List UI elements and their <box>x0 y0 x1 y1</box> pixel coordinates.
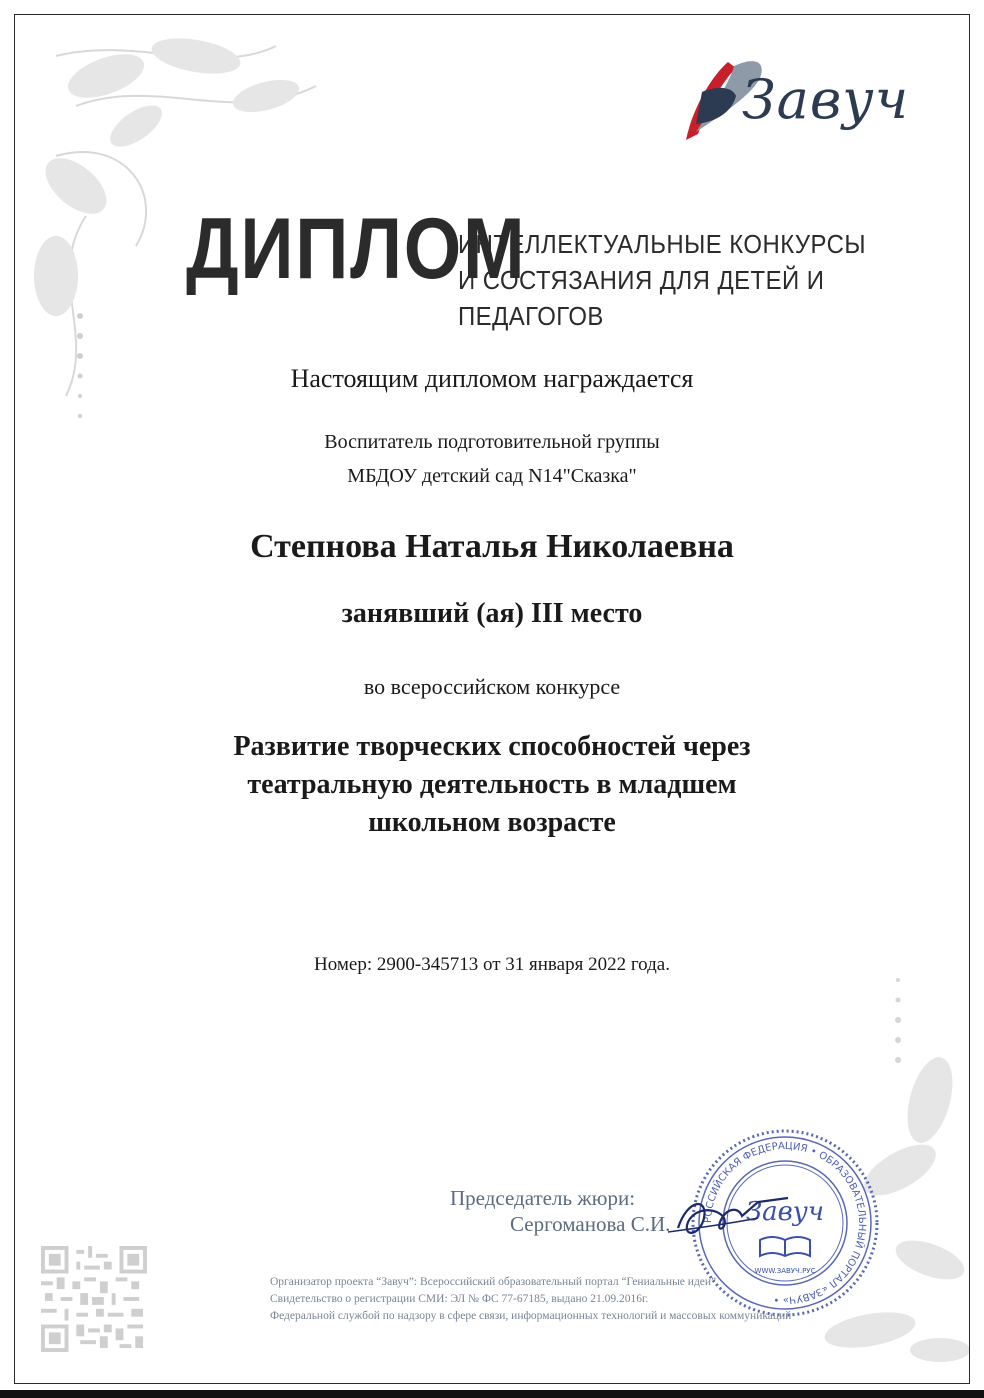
footer-line-1: Организатор проекта “Завуч”: Всероссийский образовательный портал “Гениальные идеи” <box>270 1276 717 1288</box>
seal-bottom-text: WWW.ЗАВУЧ.РУС <box>754 1267 816 1275</box>
contest-title <box>0 728 984 842</box>
jury-title: Председатель жюри: <box>450 1186 636 1210</box>
award-place: занявший (ая) III место <box>341 598 643 629</box>
contest-title-line-2: театральную деятельность в младшем <box>247 769 737 800</box>
subtitle-line-1: ИНТЕЛЛЕКТУАЛЬНЫЕ КОНКУРСЫ <box>458 229 867 259</box>
diploma-subtitle <box>458 226 942 334</box>
jury-signature <box>668 1188 838 1248</box>
diploma-number: Номер: 2900-345713 от 31 января 2022 года. <box>314 954 670 975</box>
award-intro: Настоящим дипломом награждается <box>290 364 694 393</box>
position-line-1: Воспитатель подготовительной группы <box>324 431 660 453</box>
recipient-position <box>0 425 984 493</box>
footer-line-2: Свидетельство о регистрации СМИ: ЭЛ № ФС 77-67185, выдано 21.09.2016г. <box>270 1293 649 1305</box>
footer-line-3: Федеральной службой по надзору в сфере связи, информационных технологий и массовых коммуникаций <box>270 1310 792 1322</box>
subtitle-line-2: И СОСТЯЗАНИЯ ДЛЯ ДЕТЕЙ И ПЕДАГОГОВ <box>458 265 825 331</box>
qr-code <box>40 1246 148 1352</box>
organizer-info <box>270 1274 791 1325</box>
recipient-name: Степнова Наталья Николаевна <box>250 528 734 565</box>
diploma-title: ДИПЛОМ <box>186 201 527 297</box>
bottom-edge-bar <box>0 1390 984 1398</box>
logo-text: Завуч <box>742 68 910 131</box>
position-line-2: МБДОУ детский сад N14"Сказка" <box>347 465 637 487</box>
seal-outer-text: РОССИЙСКАЯ ФЕДЕРАЦИЯ • ОБРАЗОВАТЕЛЬНЫЙ ПОРТАЛ «ЗАВУЧ» • <box>702 1140 868 1306</box>
jury-name: Сергоманова С.И. <box>510 1212 671 1236</box>
seal-center-text: Завуч <box>745 1197 825 1227</box>
contest-title-line-1: Развитие творческих способностей через <box>233 731 751 762</box>
contest-title-line-3: школьном возрасте <box>368 807 616 838</box>
contest-intro: во всероссийском конкурсе <box>363 674 621 699</box>
